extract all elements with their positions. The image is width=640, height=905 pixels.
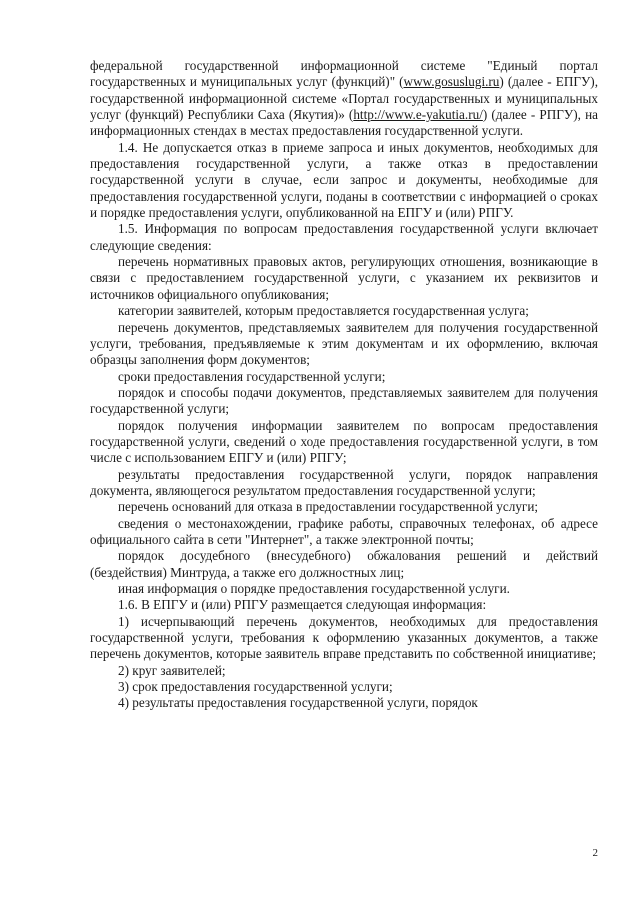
paragraph-text: 1.5. Информация по вопросам предоставления государственной услуги включает следующие сведения: bbox=[90, 221, 598, 253]
paragraph-text: ) (далее - РПГУ), на информационных стендах в местах предоставления государственной услуги. bbox=[90, 107, 598, 139]
paragraph-text: перечень документов, представляемых заявителем для получения государственной услуги, требования, предъявляемые к этим документам и их оформлению, включая образцы заполнения форм документов; bbox=[90, 319, 598, 368]
paragraph-p13 bbox=[90, 548, 598, 581]
paragraph-text: федеральной государственной информационной системе "Единый портал государственных и муниципальных услуг (функций)" ( bbox=[90, 58, 598, 90]
paragraph-p15 bbox=[90, 597, 598, 613]
paragraph-p04 bbox=[90, 254, 598, 303]
paragraph-text: 1.6. В ЕПГУ и (или) РПГУ размещается следующая информация: bbox=[118, 597, 487, 613]
paragraph-text: иная информация о порядке предоставления государственной услуги. bbox=[118, 581, 510, 596]
paragraph-text: 1.4. Не допускается отказ в приеме запроса и иных документов, необходимых для предоставления государственной услуги, а также отказ в предоставлении государственной услуги в случае, если запрос и документы, необходимые для предоставления государственной услуги, поданы в соответствии с информацией о сроках и порядке предоставления услуги, опубликованной на ЕПГУ и (или) РПГУ. bbox=[90, 139, 598, 221]
paragraph-p01 bbox=[90, 58, 598, 140]
paragraph-p03 bbox=[90, 221, 598, 254]
paragraph-p10 bbox=[90, 467, 598, 500]
paragraph-text: порядок и способы подачи документов, представляемых заявителем для получения государственной услуги; bbox=[90, 384, 598, 417]
paragraph-text: перечень нормативных правовых актов, регулирующих отношения, возникающие в связи с предоставлением государственной услуги, с указанием их реквизитов и источников официального опубликования; bbox=[90, 254, 598, 302]
document-page bbox=[90, 58, 598, 712]
paragraph-p07 bbox=[90, 369, 598, 385]
paragraph-p11 bbox=[90, 499, 598, 515]
paragraph-p17 bbox=[90, 663, 598, 679]
paragraph-text: сроки предоставления государственной услуги; bbox=[118, 368, 386, 384]
paragraph-text: перечень оснований для отказа в предоставлении государственной услуги; bbox=[118, 499, 539, 515]
paragraph-p16 bbox=[90, 614, 598, 663]
hyperlink[interactable]: http://www.e-yakutia.ru/ bbox=[353, 107, 483, 123]
paragraph-text: результаты предоставления государственной услуги, порядок направления документа, являющегося результатом предоставления государственной услуги; bbox=[90, 466, 598, 498]
paragraph-p12 bbox=[90, 516, 598, 549]
paragraph-text: ) (далее - ЕПГУ), государственной информационной системе «Портал государственных и муниципальных услуг (функций) Республики Саха (Якутия)» ( bbox=[90, 74, 598, 123]
paragraph-text: 3) срок предоставления государственной услуги; bbox=[118, 679, 393, 695]
paragraph-text: 2) круг заявителей; bbox=[118, 662, 226, 678]
paragraph-p19 bbox=[90, 695, 598, 711]
paragraph-p18 bbox=[90, 679, 598, 695]
paragraph-p06 bbox=[90, 320, 598, 369]
page-number: 2 bbox=[592, 847, 598, 859]
paragraph-p05 bbox=[90, 303, 598, 319]
hyperlink[interactable]: www.gosuslugi.ru bbox=[403, 74, 500, 90]
paragraph-text: порядок получения информации заявителем по вопросам предоставления государственной услуги, сведений о ходе предоставления государственной услуги, в том числе с использованием ЕПГУ и (или) РПГУ; bbox=[90, 417, 598, 466]
paragraph-p02 bbox=[90, 140, 598, 222]
paragraph-text: порядок досудебного (внесудебного) обжалования решений и действий (бездействия) Минтруда, а также его должностных лиц; bbox=[90, 548, 598, 580]
paragraph-p14 bbox=[90, 581, 598, 597]
paragraph-text: категории заявителей, которым предоставляется государственная услуга; bbox=[118, 303, 529, 319]
paragraph-p09 bbox=[90, 418, 598, 467]
paragraph-text: 1) исчерпывающий перечень документов, необходимых для предоставления государственной услуги, требования к оформлению указанных документов, а также перечень документов, которые заявитель вправе представить по собственной инициативе; bbox=[90, 613, 598, 662]
paragraph-text: 4) результаты предоставления государственной услуги, порядок bbox=[118, 695, 478, 711]
paragraph-p08 bbox=[90, 385, 598, 418]
paragraph-text: сведения о местонахождении, графике работы, справочных телефонах, об адресе официального сайта в сети "Интернет", а также электронной почты; bbox=[90, 515, 598, 547]
